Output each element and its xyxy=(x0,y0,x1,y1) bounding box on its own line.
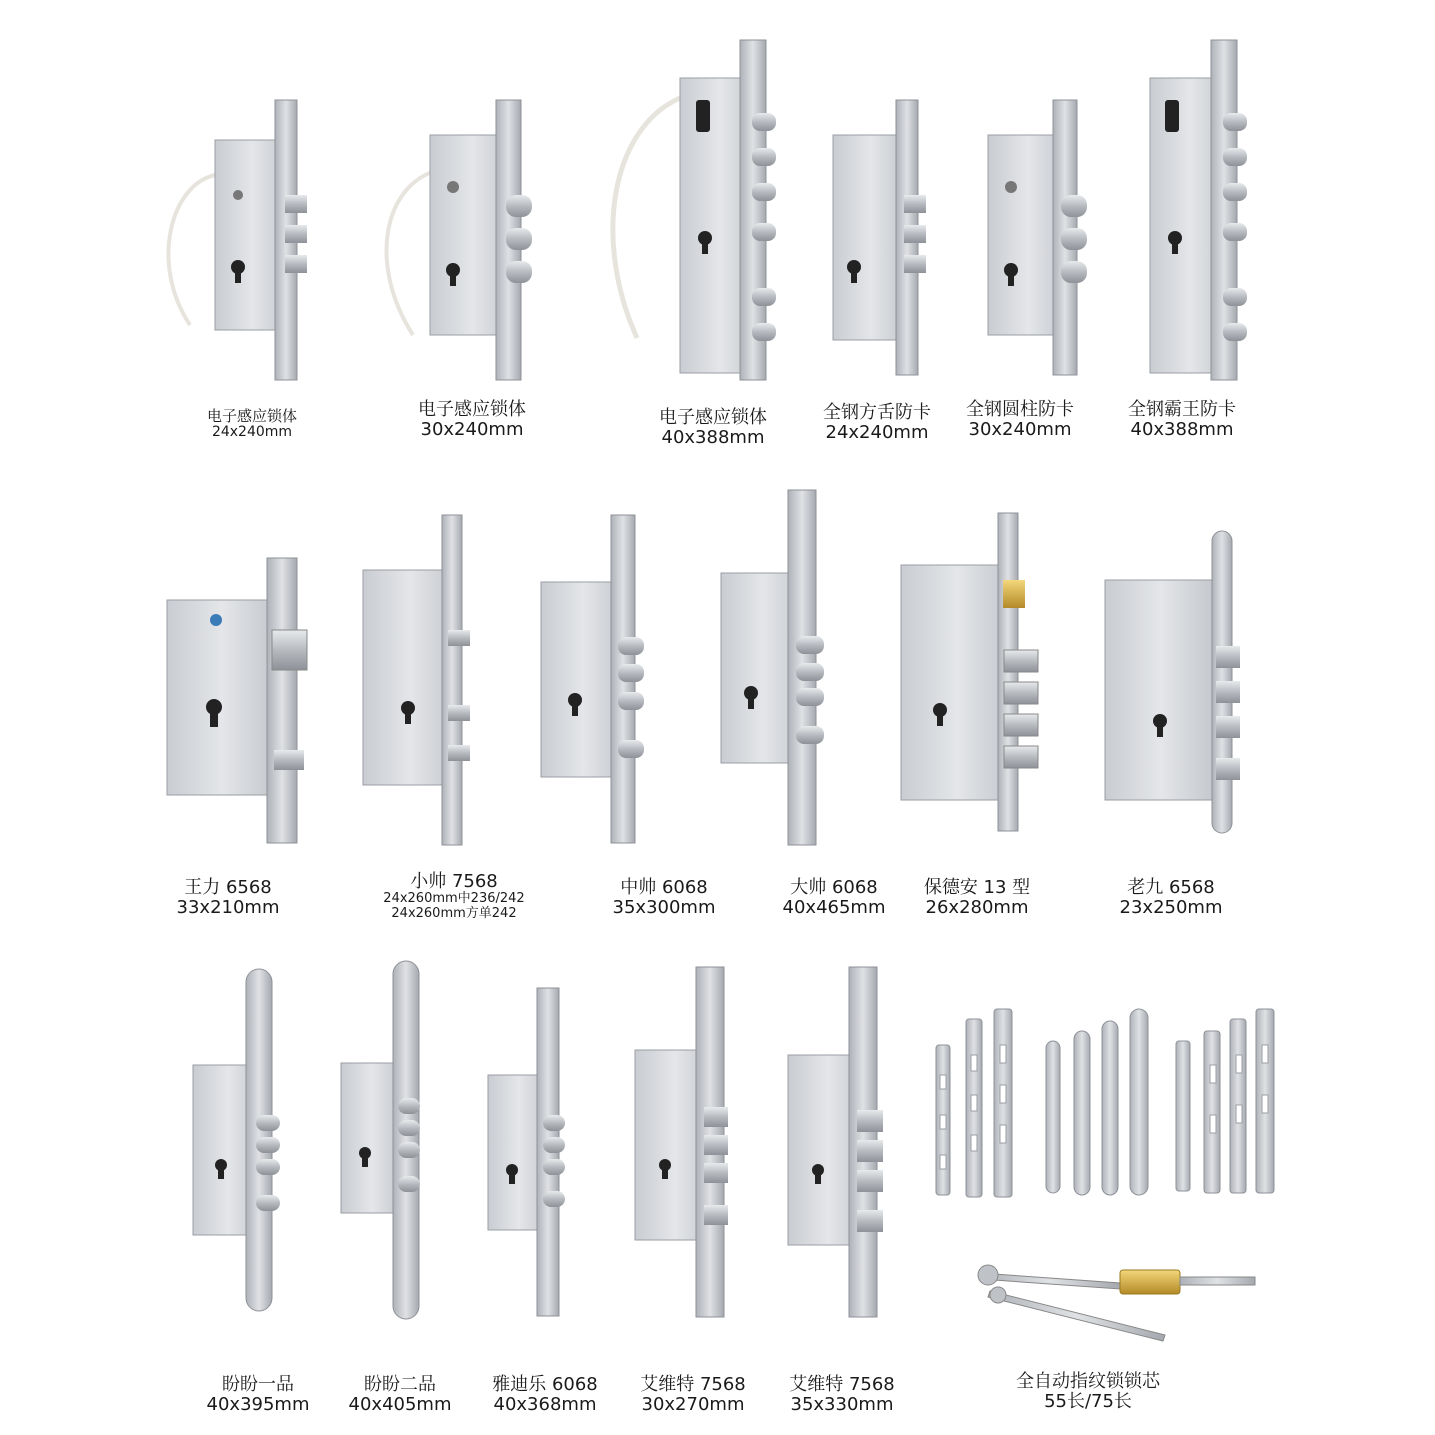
product-name: 老九 6568 xyxy=(1127,877,1215,898)
product-name: 全钢圆柱防卡 xyxy=(966,399,1074,420)
product-dimensions: 35x300mm xyxy=(612,897,716,919)
product-dimensions: 40x368mm xyxy=(493,1394,597,1416)
product-dimensions: 35x330mm xyxy=(790,1394,894,1416)
lock-body-image xyxy=(985,95,1095,380)
product-name: 全钢方舌防卡 xyxy=(823,402,931,423)
product-dimensions: 30x240mm xyxy=(968,419,1072,441)
product-name: 艾维特 7568 xyxy=(789,1374,895,1395)
product-name: 电子感应锁体 xyxy=(659,407,767,428)
product-dimensions: 26x280mm xyxy=(925,897,1029,919)
product-dimensions: 40x405mm xyxy=(348,1394,452,1416)
product-dimensions: 40x465mm xyxy=(782,897,886,919)
product-name: 大帅 6068 xyxy=(790,877,878,898)
lock-body-image xyxy=(485,985,570,1320)
lock-body-image xyxy=(360,510,480,850)
product-dimensions: 30x270mm xyxy=(641,1394,745,1416)
lock-body-image xyxy=(162,555,312,845)
lock-body-image xyxy=(785,965,885,1320)
product-dimensions: 24x240mm xyxy=(211,423,293,440)
product-name: 小帅 7568 xyxy=(410,871,498,892)
product-name: 全钢霸王防卡 xyxy=(1128,399,1236,420)
strike-plates-image xyxy=(928,1005,1288,1200)
product-name: 雅迪乐 6068 xyxy=(492,1374,598,1395)
lock-cylinder-image xyxy=(970,1255,1260,1345)
lock-body-image xyxy=(1100,528,1240,838)
product-name: 中帅 6068 xyxy=(620,877,708,898)
product-dimensions: 40x388mm xyxy=(661,427,765,449)
product-dimensions: 30x240mm xyxy=(420,419,524,441)
product-dimensions-alt: 24x260mm方单242 xyxy=(391,905,517,921)
lock-body-image xyxy=(898,510,1043,835)
lock-body-image xyxy=(718,488,838,848)
product-dimensions: 33x210mm xyxy=(176,897,280,919)
product-name: 王力 6568 xyxy=(184,877,272,898)
product-name: 全自动指纹锁锁芯 xyxy=(1016,1371,1160,1392)
product-name: 盼盼一品 xyxy=(221,1374,294,1395)
product-dimensions: 40x388mm xyxy=(1130,419,1234,441)
product-dimensions: 23x250mm xyxy=(1119,897,1223,919)
lock-body-image xyxy=(188,965,283,1315)
product-name: 艾维特 7568 xyxy=(640,1374,746,1395)
lock-body-image xyxy=(632,965,732,1320)
lock-body-image xyxy=(592,38,792,383)
product-name: 电子感应锁体 xyxy=(418,399,526,420)
lock-body-image xyxy=(828,95,928,380)
lock-body-image xyxy=(338,958,423,1323)
product-dimensions: 24x240mm xyxy=(825,422,929,444)
product-dimensions: 40x395mm xyxy=(206,1394,310,1416)
lock-body-image xyxy=(150,95,310,385)
lock-body-image xyxy=(538,512,658,847)
lock-body-image xyxy=(1145,38,1255,383)
lock-body-image xyxy=(368,95,538,385)
product-dimensions: 24x260mm中236/242 xyxy=(383,891,525,907)
product-dimensions: 55长/75长 xyxy=(1044,1391,1132,1413)
product-name: 保德安 13 型 xyxy=(923,877,1031,898)
product-name: 盼盼二品 xyxy=(363,1374,436,1395)
product-name: 电子感应锁体 xyxy=(206,407,298,425)
